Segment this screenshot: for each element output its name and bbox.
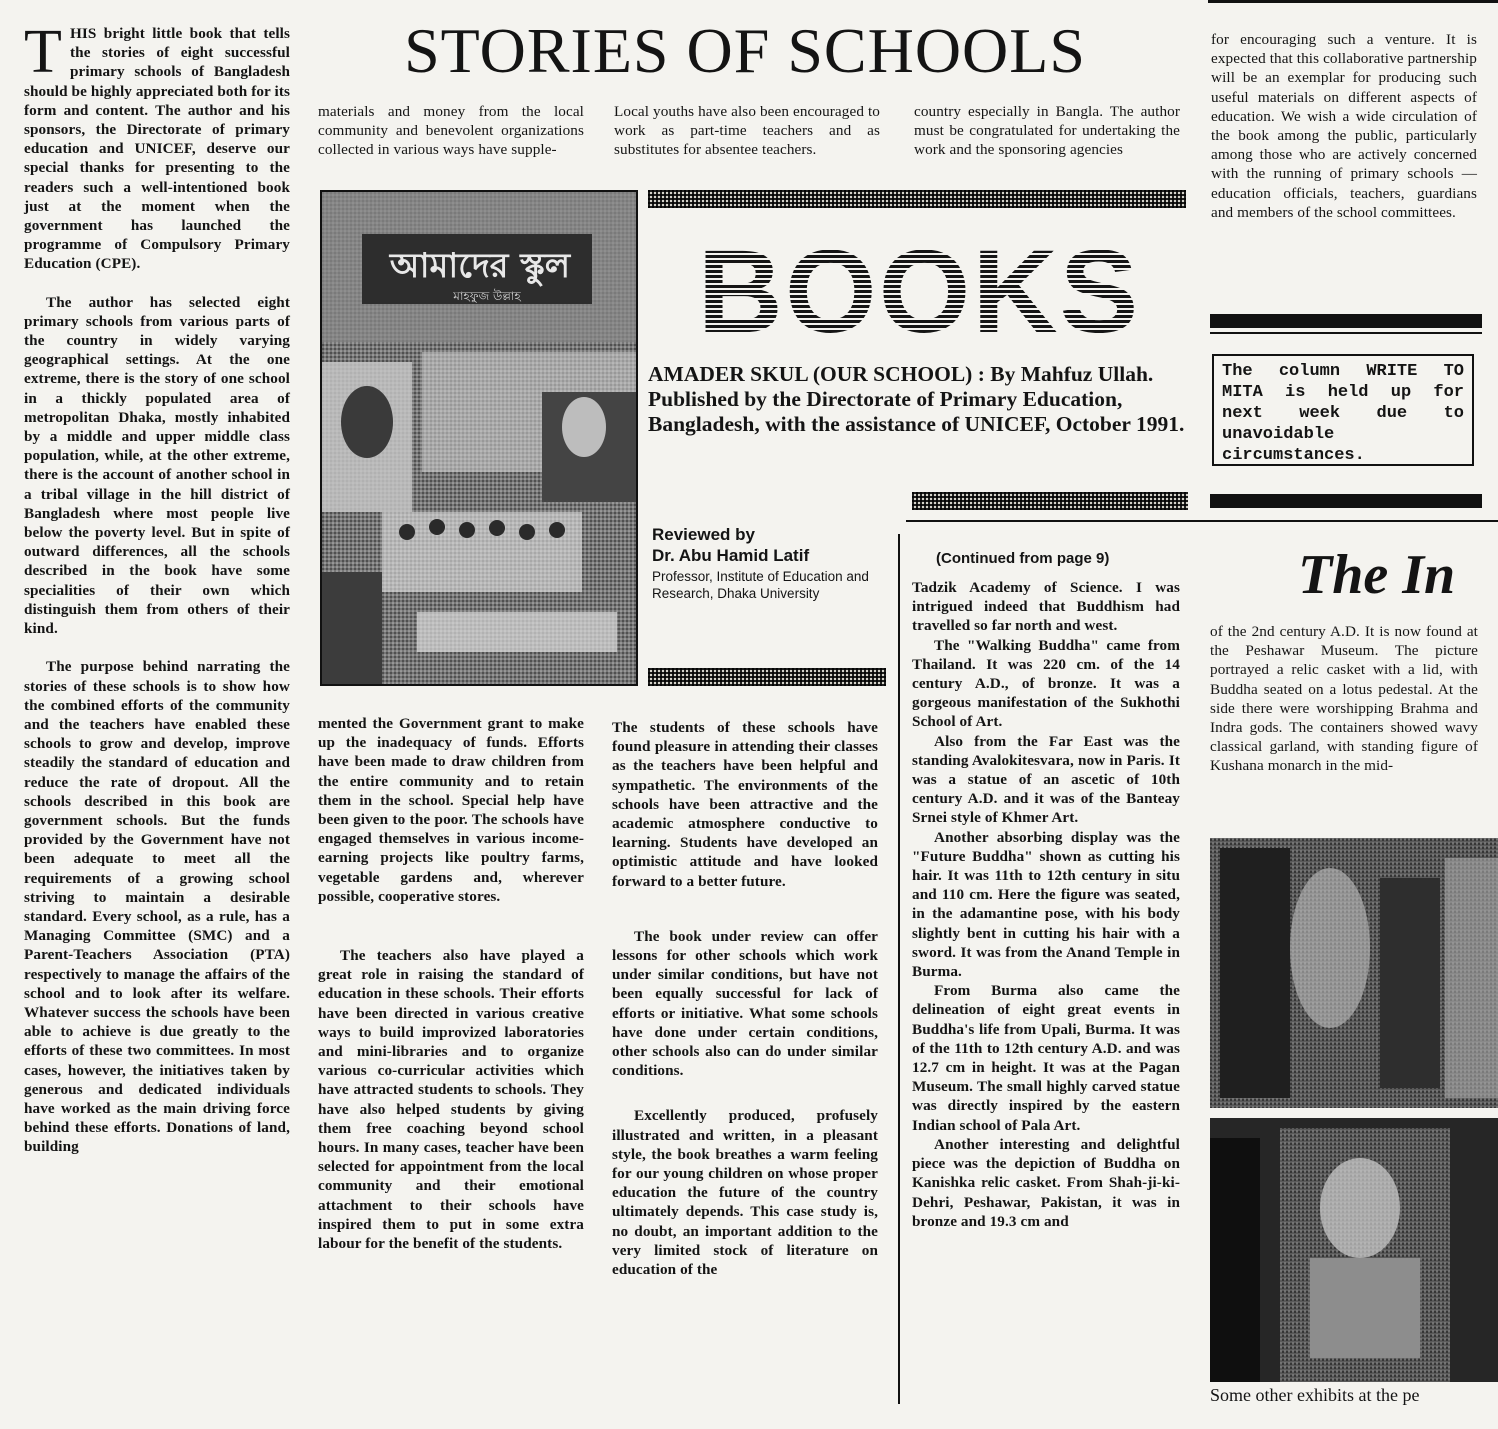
- paragraph: The students of these schools have found pleasure in attending their classes as the teachers have been helpful and sympathetic. The environments of the schools have been attractive and the academic atmosphere conductive to learning. Students have developed an optimistic attitude and have looked forward to a better future.: [612, 719, 878, 890]
- thick-rule: [1210, 314, 1482, 328]
- column-notice: The column WRITE TO MITA is held up for next week due to unavoidable circumstances.: [1212, 354, 1474, 466]
- paragraph: From Burma also came the delineation of eight great events in Buddha's life from Upali, Burma. It was of the 11th to 12th century A.D. and was 12.7 cm in height. It was at the Pagan Museum. The small highly carved statue was directly inspired by the eastern Indian school of Pala Art.: [912, 982, 1180, 1134]
- paragraph: The book under review can offer lessons for other schools which work under similar conditions, but have not been equally successful for lack of efforts or initiative. What some schools have done under certain conditions, other schools also can do under similar conditions.: [612, 927, 878, 1080]
- intro-paragraph: THIS bright little book that tells the stories of eight successful primary schools of Bangladesh should be highly appreciated both for its form and content. The author and his sponsors, the Directorate of primary education and UNICEF, deserve our special thanks for presenting to the readers such a well-intentioned book just at the moment when the government has launched the programme of Compulsory Primary Education (CPE).: [24, 18, 290, 273]
- column-5-top: for encouraging such a venture. It is expected that this collaborative partnership will be an exemplar for producing such useful materials on different aspects of education. We wish a wide circulation of the book among the public, particularly among those who are actively concerned with the running of primary schools — education officials, teachers, guardians and members of the school committees.: [1211, 31, 1477, 221]
- paragraph: Another absorbing display was the "Future Buddha" shown as cutting his hair. It was 11th to 12th century in situ and 110 cm. Here the figure was seated, in the adamantine pose, with his body slightly bent in cutting his hair with a sword. It was from the Anand Temple in Burma.: [912, 828, 1180, 981]
- column-5: [1210, 622, 1478, 795]
- column-1: [24, 18, 290, 1176]
- thin-rule: [1210, 332, 1482, 334]
- masthead: STORIES OF SCHOOLS: [404, 15, 1086, 86]
- paragraph: Also from the Far East was the standing Avalokitesvara, now in Paris. It was a statue of an ascetic of 10th century A.D. and it was of the Banteay Srnei style of Khmer Art.: [912, 732, 1180, 827]
- section-heading: BOOKS: [648, 225, 1190, 359]
- paragraph: The purpose behind narrating the stories of these schools is to show how the combined efforts of the community and the teachers have enabled these schools to grow and develop, improve steadily the standard of education and reduce the rate of dropout. All the schools described in this book are government schools. But the funds provided by the Government have not been adequate to meet all the requirements of a growing school striving to maintain a desirable standard. Every school, as a rule, has a Managing Committee (SMC) and a Parent-Teachers Association (PTA) respectively to manage the affairs of the school and to look after its welfare. Whatever success the schools have been able to achieve is due greatly to the efforts of these two committees. In most cases, however, the initiatives taken by generous and dedicated individuals have worked as the main driving force behind these efforts. Donations of land, building: [24, 658, 290, 1156]
- hatched-rule: [912, 492, 1188, 510]
- reviewer-block: [652, 524, 892, 602]
- cover-sign-text: আমাদের স্কুল: [389, 246, 571, 286]
- column-divider: [898, 534, 900, 1404]
- book-cover-photo: [320, 190, 638, 686]
- reviewer-name: Dr. Abu Hamid Latif: [652, 546, 810, 565]
- paragraph: Excellently produced, profusely illustrated and written, in a pleasant style, the book breathes a warm feeling for our young children on whose proper education the future of the country ultimately depends. This case study is, no doubt, an important addition to the very limited stock of literature on education of the: [612, 1107, 878, 1279]
- paragraph: The teachers also have played a great role in raising the standard of education in these schools. Their efforts have been directed in various creative ways to build improvized laboratories and mini-libraries and to organize various co-curricular activities which have attracted students to schools. They have also helped students by giving them free coaching beyond school hours. In many cases, teacher have been selected for appointment from the local community and their emotional attachment to their schools have inspired them to put in some extra labour for the benefit of the students.: [318, 947, 584, 1253]
- photo-caption: Some other exhibits at the pe: [1210, 1385, 1420, 1405]
- paragraph: Tadzik Academy of Science. I was intrigued indeed that Buddhism had travelled so far north and west.: [912, 579, 1180, 635]
- paragraph: mented the Government grant to make up the inadequacy of funds. Efforts have been made to draw children from the entire community and to retain them in the school. Special help have been given to the poor. The schools have engaged themselves in various income-earning projects like poultry farms, vegetable gardens and, wherever possible, cooperative stores.: [318, 715, 584, 905]
- exhibits-photo: [1210, 838, 1498, 1382]
- paragraph: of the 2nd century A.D. It is now found at the Peshawar Museum. The picture portrayed a relic casket with a lid, with Buddha seated on a lotus pedestal. At the side there were worshipping Brahma and Indra gods. The containers showed wavy classical garland, with standing figure of Kushana monarch in the mid-: [1210, 623, 1478, 775]
- cover-sign-subtext: মাহফুজ উল্লাহ: [453, 289, 521, 303]
- feature-title: The In: [1298, 544, 1456, 606]
- column-4: [912, 578, 1180, 1231]
- section-divider: [906, 520, 1498, 522]
- thick-rule: [1210, 494, 1482, 508]
- hatched-rule: [648, 190, 1186, 208]
- book-info: AMADER SKUL (OUR SCHOOL) : By Mahfuz Ullah. Published by the Directorate of Primary Education, Bangladesh, with the assistance of UNICEF, October 1991.: [648, 362, 1185, 436]
- continued-note: (Continued from page 9): [936, 550, 1110, 567]
- column-3-top: Local youths have also been encouraged to work as part-time teachers and as substitutes for absentee teachers.: [614, 103, 880, 159]
- column-3: [612, 718, 878, 1298]
- drop-cap: T: [24, 18, 62, 86]
- paragraph: Another interesting and delightful piece was the depiction of Buddha on Kanishka relic casket. From Shah-ji-ki-Dehri, Peshawar, Pakistan, it was in bronze and 19.3 cm and: [912, 1135, 1180, 1230]
- paragraph: The author has selected eight primary schools from various parts of the country in widely varying geographical settings. At the one extreme, there is the story of one school in a thickly populated area of metropolitan Dhaka, mostly inhabited by a middle and upper middle class population, while, at the other extreme, there is the account of another school in a tribal village in the hill district of Bangladesh where most people live below the poverty level. But in spite of outward differences, all the schools described in the book have some specialities of their own which distinguish them from others of their kind.: [24, 293, 290, 638]
- reviewer-title: Professor, Institute of Education and Research, Dhaka University: [652, 569, 869, 601]
- column-2-top: materials and money from the local community and benevolent organizations collected in various ways have supple-: [318, 103, 584, 159]
- hatched-rule: [648, 668, 886, 686]
- top-rule: [1208, 0, 1498, 3]
- paragraph: The "Walking Buddha" came from Thailand. It was 220 cm. of the 14 century A.D., of bronze. It was a gorgeous manifestation of the Sukhothi School of Art.: [912, 636, 1180, 731]
- column-2: [318, 714, 584, 1272]
- reviewer-label: Reviewed by: [652, 525, 755, 544]
- column-4-top: country especially in Bangla. The author must be congratulated for undertaking the work and the sponsoring agencies: [914, 103, 1180, 159]
